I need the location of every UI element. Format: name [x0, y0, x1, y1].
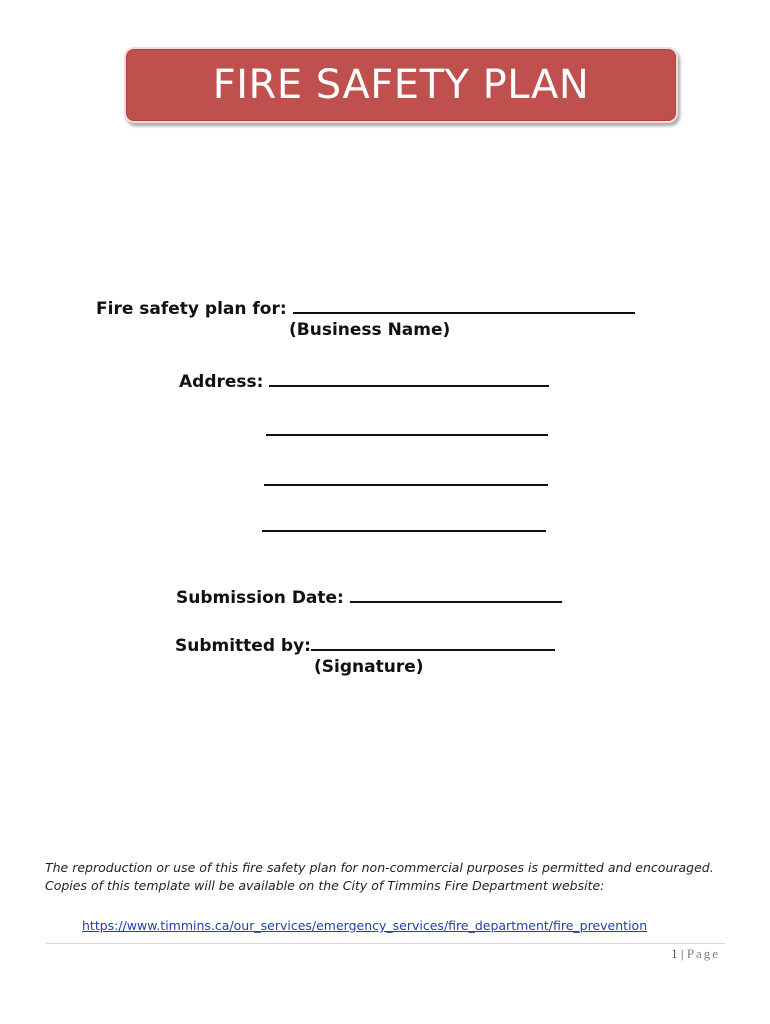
business-name-caption: (Business Name) [289, 320, 451, 340]
business-name-row [96, 296, 635, 319]
signature-caption: (Signature) [314, 657, 424, 677]
reproduction-notice [45, 859, 735, 895]
submitted-by-label: Submitted by: [175, 636, 311, 656]
title-banner [124, 47, 678, 123]
fire-prevention-link[interactable]: https://www.timmins.ca/our_services/emergency_services/fire_department/fire_prevention [82, 918, 648, 933]
signature-field[interactable] [311, 633, 555, 651]
business-name-field[interactable] [293, 296, 635, 314]
submission-date-row [176, 585, 562, 608]
address-field-line-1[interactable] [269, 369, 549, 387]
page-number-value: 1 [671, 946, 678, 961]
page-separator: | [680, 946, 684, 961]
page-label: Page [686, 946, 720, 961]
notice-line-1: The reproduction or use of this fire safety plan for non-commercial purposes is permitted and encouraged. [45, 860, 714, 875]
submitted-by-row [175, 633, 555, 656]
page-title: FIRE SAFETY PLAN [212, 62, 590, 108]
footer-divider [45, 943, 725, 944]
page-number [671, 946, 720, 962]
address-field-line-2[interactable] [266, 432, 548, 436]
address-label: Address: [179, 372, 264, 392]
address-field-line-4[interactable] [262, 528, 546, 532]
plan-for-label: Fire safety plan for: [96, 299, 287, 319]
submission-date-label: Submission Date: [176, 588, 344, 608]
submission-date-field[interactable] [350, 585, 562, 603]
address-field-line-3[interactable] [264, 482, 548, 486]
notice-line-2: Copies of this template will be available on the City of Timmins Fire Department website: [45, 878, 605, 893]
address-row [179, 369, 549, 392]
